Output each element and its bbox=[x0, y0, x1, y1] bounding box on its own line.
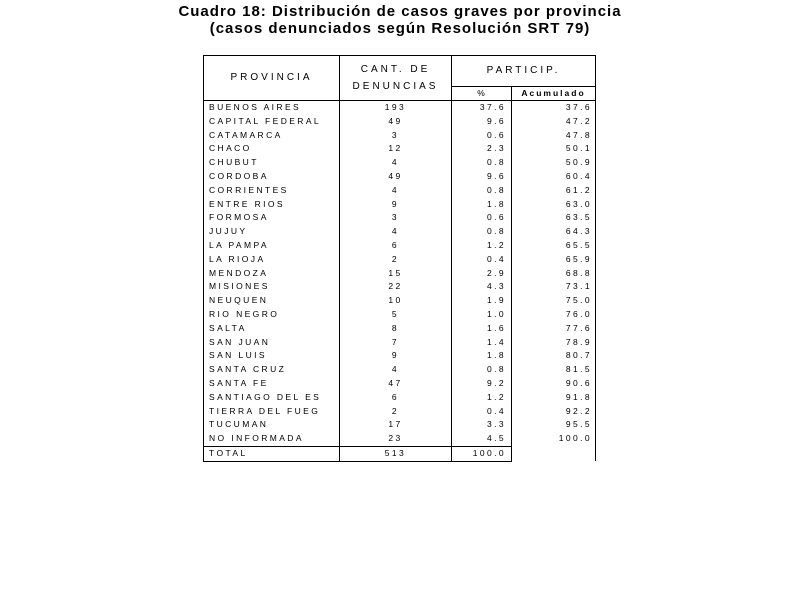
acum-cell: 78.9 bbox=[512, 336, 596, 350]
cant-cell: 3 bbox=[340, 129, 452, 143]
cant-cell: 15 bbox=[340, 267, 452, 281]
header-cant-denuncias bbox=[340, 56, 452, 101]
table-title bbox=[0, 3, 800, 37]
header-particip: PARTICIP. bbox=[452, 56, 596, 87]
acum-cell: 64.3 bbox=[512, 225, 596, 239]
table-row bbox=[204, 184, 596, 198]
acum-cell: 73.1 bbox=[512, 280, 596, 294]
table-row bbox=[204, 349, 596, 363]
pct-cell: 1.2 bbox=[452, 391, 512, 405]
total-acum bbox=[512, 446, 596, 461]
province-cell: SALTA bbox=[204, 322, 340, 336]
header-pct: % bbox=[452, 87, 512, 101]
cant-cell: 6 bbox=[340, 391, 452, 405]
acum-cell: 91.8 bbox=[512, 391, 596, 405]
pct-cell: 4.5 bbox=[452, 432, 512, 446]
cant-cell: 3 bbox=[340, 211, 452, 225]
pct-cell: 9.6 bbox=[452, 115, 512, 129]
pct-cell: 4.3 bbox=[452, 280, 512, 294]
province-cell: LA PAMPA bbox=[204, 239, 340, 253]
table-row bbox=[204, 294, 596, 308]
table-row bbox=[204, 363, 596, 377]
cant-cell: 9 bbox=[340, 198, 452, 212]
cant-cell: 23 bbox=[340, 432, 452, 446]
header-cant-line1: CANT. DE bbox=[360, 64, 431, 75]
pct-cell: 1.9 bbox=[452, 294, 512, 308]
province-cell: TIERRA DEL FUEG bbox=[204, 405, 340, 419]
cant-cell: 193 bbox=[340, 101, 452, 115]
table-row bbox=[204, 253, 596, 267]
pct-cell: 0.6 bbox=[452, 129, 512, 143]
table-row bbox=[204, 115, 596, 129]
province-cell: CAPITAL FEDERAL bbox=[204, 115, 340, 129]
acum-cell: 63.5 bbox=[512, 211, 596, 225]
province-cell: RIO NEGRO bbox=[204, 308, 340, 322]
cant-cell: 9 bbox=[340, 349, 452, 363]
cant-cell: 2 bbox=[340, 253, 452, 267]
total-row bbox=[204, 446, 596, 461]
pct-cell: 2.3 bbox=[452, 142, 512, 156]
acum-cell: 100.0 bbox=[512, 432, 596, 446]
pct-cell: 9.6 bbox=[452, 170, 512, 184]
cant-cell: 6 bbox=[340, 239, 452, 253]
table-row bbox=[204, 142, 596, 156]
province-distribution-table bbox=[203, 55, 596, 462]
acum-cell: 47.2 bbox=[512, 115, 596, 129]
acum-cell: 65.5 bbox=[512, 239, 596, 253]
table-row bbox=[204, 198, 596, 212]
cant-cell: 4 bbox=[340, 184, 452, 198]
table-row bbox=[204, 308, 596, 322]
table-row bbox=[204, 225, 596, 239]
table-row bbox=[204, 156, 596, 170]
cant-cell: 4 bbox=[340, 225, 452, 239]
acum-cell: 75.0 bbox=[512, 294, 596, 308]
acum-cell: 47.8 bbox=[512, 129, 596, 143]
acum-cell: 90.6 bbox=[512, 377, 596, 391]
cant-cell: 8 bbox=[340, 322, 452, 336]
acum-cell: 65.9 bbox=[512, 253, 596, 267]
pct-cell: 1.4 bbox=[452, 336, 512, 350]
province-cell: TUCUMAN bbox=[204, 418, 340, 432]
province-cell: ENTRE RIOS bbox=[204, 198, 340, 212]
province-cell: MISIONES bbox=[204, 280, 340, 294]
acum-cell: 50.9 bbox=[512, 156, 596, 170]
cant-cell: 2 bbox=[340, 405, 452, 419]
pct-cell: 0.4 bbox=[452, 253, 512, 267]
province-cell: SANTA FE bbox=[204, 377, 340, 391]
acum-cell: 60.4 bbox=[512, 170, 596, 184]
table-row bbox=[204, 336, 596, 350]
cant-cell: 10 bbox=[340, 294, 452, 308]
table-row bbox=[204, 267, 596, 281]
province-cell: SAN LUIS bbox=[204, 349, 340, 363]
cant-cell: 17 bbox=[340, 418, 452, 432]
province-cell: CORDOBA bbox=[204, 170, 340, 184]
table-row bbox=[204, 280, 596, 294]
province-cell: JUJUY bbox=[204, 225, 340, 239]
cant-cell: 49 bbox=[340, 170, 452, 184]
header-acumulado: Acumulado bbox=[512, 87, 596, 101]
pct-cell: 3.3 bbox=[452, 418, 512, 432]
table-row bbox=[204, 170, 596, 184]
pct-cell: 1.8 bbox=[452, 198, 512, 212]
title-line-1: Cuadro 18: Distribución de casos graves por provincia bbox=[178, 3, 622, 20]
acum-cell: 61.2 bbox=[512, 184, 596, 198]
total-label: TOTAL bbox=[204, 446, 340, 461]
cant-cell: 5 bbox=[340, 308, 452, 322]
table-row bbox=[204, 418, 596, 432]
pct-cell: 9.2 bbox=[452, 377, 512, 391]
province-cell: CHACO bbox=[204, 142, 340, 156]
pct-cell: 1.2 bbox=[452, 239, 512, 253]
table-row bbox=[204, 211, 596, 225]
table-row bbox=[204, 405, 596, 419]
table-row bbox=[204, 129, 596, 143]
pct-cell: 0.4 bbox=[452, 405, 512, 419]
pct-cell: 1.6 bbox=[452, 322, 512, 336]
cant-cell: 4 bbox=[340, 363, 452, 377]
province-cell: NEUQUEN bbox=[204, 294, 340, 308]
acum-cell: 63.0 bbox=[512, 198, 596, 212]
acum-cell: 76.0 bbox=[512, 308, 596, 322]
province-cell: SANTIAGO DEL ES bbox=[204, 391, 340, 405]
pct-cell: 2.9 bbox=[452, 267, 512, 281]
pct-cell: 0.8 bbox=[452, 156, 512, 170]
table-row bbox=[204, 322, 596, 336]
table-row bbox=[204, 101, 596, 115]
cant-cell: 12 bbox=[340, 142, 452, 156]
acum-cell: 77.6 bbox=[512, 322, 596, 336]
pct-cell: 0.8 bbox=[452, 184, 512, 198]
table-row bbox=[204, 377, 596, 391]
header-cant-line2: DENUNCIAS bbox=[352, 81, 439, 92]
header-provincia: PROVINCIA bbox=[204, 56, 340, 101]
cant-cell: 47 bbox=[340, 377, 452, 391]
pct-cell: 37.6 bbox=[452, 101, 512, 115]
province-cell: CATAMARCA bbox=[204, 129, 340, 143]
table-row bbox=[204, 432, 596, 446]
province-cell: FORMOSA bbox=[204, 211, 340, 225]
pct-cell: 1.0 bbox=[452, 308, 512, 322]
province-cell: CHUBUT bbox=[204, 156, 340, 170]
acum-cell: 37.6 bbox=[512, 101, 596, 115]
title-line-2: (casos denunciados según Resolución SRT 79) bbox=[209, 20, 591, 37]
pct-cell: 0.8 bbox=[452, 225, 512, 239]
acum-cell: 81.5 bbox=[512, 363, 596, 377]
acum-cell: 95.5 bbox=[512, 418, 596, 432]
acum-cell: 80.7 bbox=[512, 349, 596, 363]
province-cell: LA RIOJA bbox=[204, 253, 340, 267]
table-row bbox=[204, 391, 596, 405]
province-cell: SANTA CRUZ bbox=[204, 363, 340, 377]
table-body bbox=[204, 101, 596, 447]
table-row bbox=[204, 239, 596, 253]
pct-cell: 0.8 bbox=[452, 363, 512, 377]
province-cell: MENDOZA bbox=[204, 267, 340, 281]
acum-cell: 50.1 bbox=[512, 142, 596, 156]
province-cell: CORRIENTES bbox=[204, 184, 340, 198]
pct-cell: 1.8 bbox=[452, 349, 512, 363]
total-cant: 513 bbox=[340, 446, 452, 461]
acum-cell: 92.2 bbox=[512, 405, 596, 419]
pct-cell: 0.6 bbox=[452, 211, 512, 225]
total-pct: 100.0 bbox=[452, 446, 512, 461]
cant-cell: 4 bbox=[340, 156, 452, 170]
acum-cell: 68.8 bbox=[512, 267, 596, 281]
province-cell: SAN JUAN bbox=[204, 336, 340, 350]
cant-cell: 7 bbox=[340, 336, 452, 350]
province-cell: BUENOS AIRES bbox=[204, 101, 340, 115]
cant-cell: 22 bbox=[340, 280, 452, 294]
province-cell: NO INFORMADA bbox=[204, 432, 340, 446]
cant-cell: 49 bbox=[340, 115, 452, 129]
